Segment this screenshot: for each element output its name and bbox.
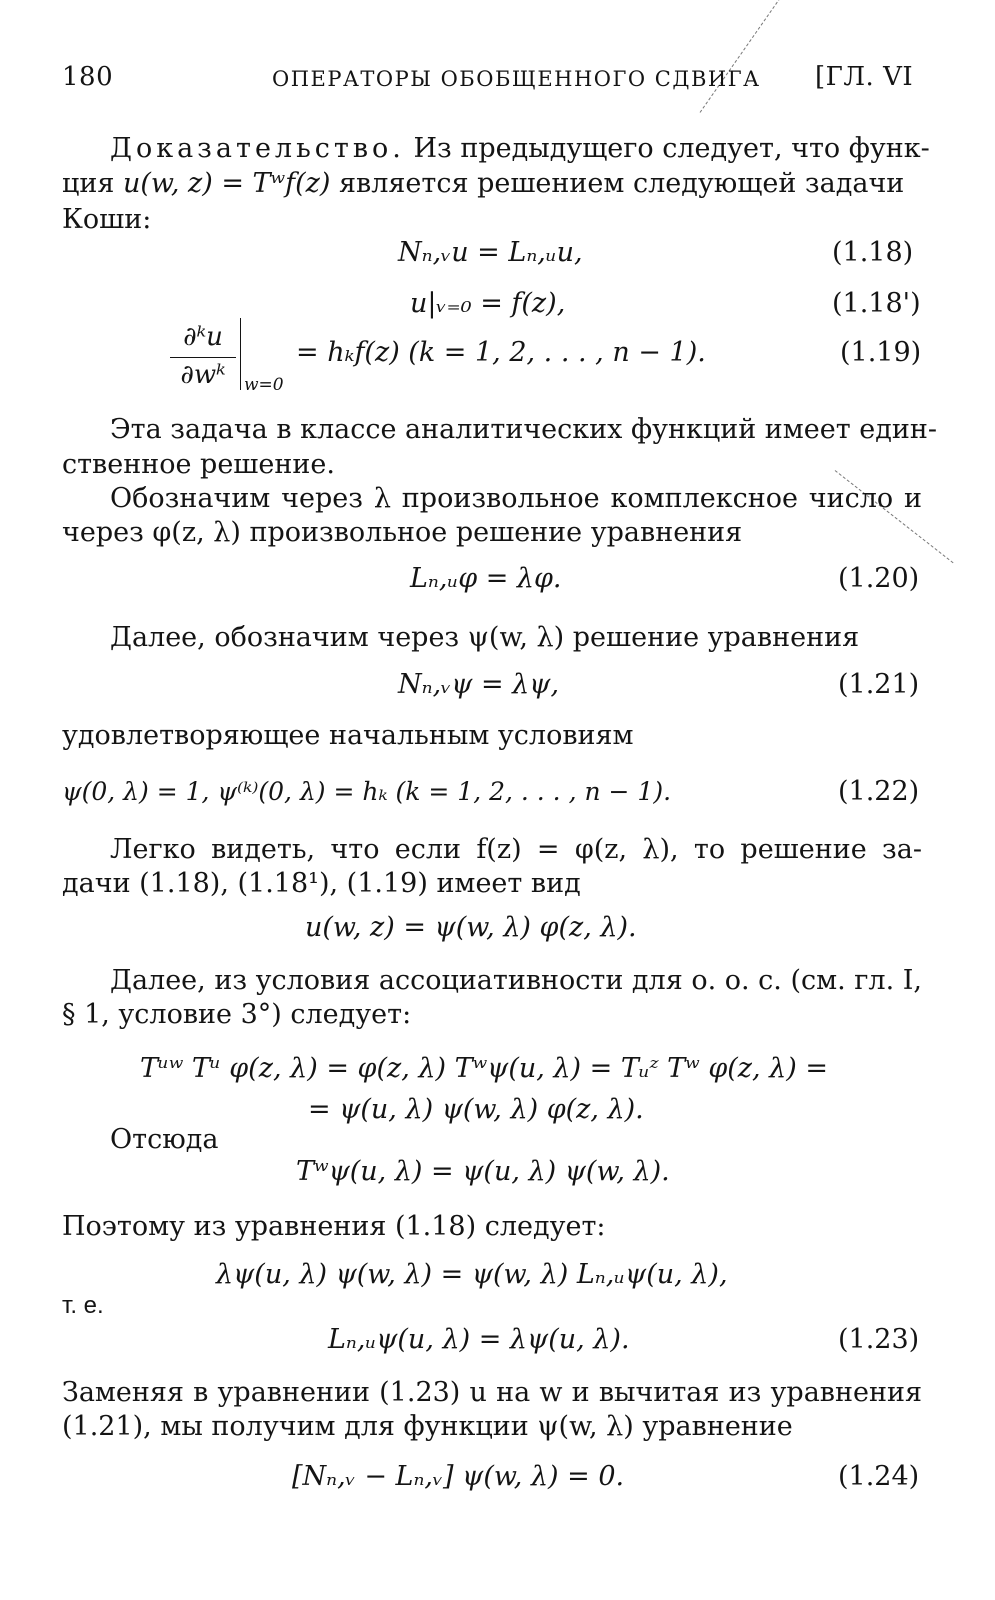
equation-number: (1.24) xyxy=(838,1461,920,1492)
evaluation-bar xyxy=(240,318,241,390)
paragraph-line: Заменяя в уравнении (1.23) u на w и вычитая из уравнения xyxy=(62,1377,922,1408)
inline-formula: u(w, z) = Tʷf(z) xyxy=(123,168,331,199)
equation-1-20: Lₙ,ᵤφ = λφ. xyxy=(410,563,562,594)
equation-1-19-rhs: = hₖf(z) (k = 1, 2, . . . , n − 1). xyxy=(296,337,706,368)
equation-1-21: Nₙ,ᵥψ = λψ, xyxy=(398,669,560,700)
equation-1-18: Nₙ,ᵥu = Lₙ,ᵤu, xyxy=(398,237,583,268)
paragraph-line: дачи (1.18), (1.18¹), (1.19) имеет вид xyxy=(62,868,581,899)
page-number: 180 xyxy=(62,62,114,92)
paragraph-line: удовлетворяющее начальным условиям xyxy=(62,720,634,751)
proof-label: Доказательство. xyxy=(110,133,405,164)
paragraph-line: Эта задача в классе аналитических функций имеет един- xyxy=(110,414,937,445)
fraction-bar xyxy=(170,357,236,358)
paragraph-line: Далее, из условия ассоциативности для о. о. с. (см. гл. I, xyxy=(110,965,922,996)
proof-line-1 xyxy=(110,132,930,166)
equation-number: (1.22) xyxy=(838,776,920,807)
chapter-label: [ГЛ. VI xyxy=(815,62,914,92)
equation-1-23: Lₙ,ᵤψ(u, λ) = λψ(u, λ). xyxy=(328,1324,630,1355)
paragraph-line: (1.21), мы получим для функции ψ(w, λ) уравнение xyxy=(62,1411,793,1442)
paragraph-line: Легко видеть, что если f(z) = φ(z, λ), то решение за- xyxy=(110,834,922,865)
equation-shift: Tʷψ(u, λ) = ψ(u, λ) ψ(w, λ). xyxy=(296,1156,670,1187)
equation-number: (1.19) xyxy=(840,337,922,368)
equation-1-22: ψ(0, λ) = 1, ψ⁽ᵏ⁾(0, λ) = hₖ (k = 1, 2, . . . , n − 1). xyxy=(62,777,672,806)
paragraph-line: ственное решение. xyxy=(62,449,335,480)
paragraph-line: Поэтому из уравнения (1.18) следует: xyxy=(62,1211,606,1242)
equation-associativity-2: = ψ(u, λ) ψ(w, λ) φ(z, λ). xyxy=(308,1094,644,1125)
equation-number: (1.21) xyxy=(838,669,920,700)
proof-line-2-end: является решением следующей задачи xyxy=(339,168,905,199)
paragraph-line: Далее, обозначим через ψ(w, λ) решение уравнения xyxy=(110,622,860,653)
evaluation-point: w=0 xyxy=(244,375,284,395)
equation-number: (1.23) xyxy=(838,1324,920,1355)
equation-associativity-1: Tᵘʷ Tᵘ φ(z, λ) = φ(z, λ) Tʷψ(u, λ) = Tᵤᶻ Tʷ φ(z, λ) = xyxy=(140,1053,828,1084)
paragraph-line: Обозначим через λ произвольное комплексное число и xyxy=(110,483,922,514)
paragraph-line: т. е. xyxy=(62,1292,104,1319)
equation-lambda: λψ(u, λ) ψ(w, λ) = ψ(w, λ) Lₙ,ᵤψ(u, λ), xyxy=(216,1259,728,1290)
fraction-numerator: ∂ᵏu xyxy=(183,322,223,352)
equation-1-18-prime: u|ᵥ₌₀ = f(z), xyxy=(410,288,566,319)
equation-number: (1.20) xyxy=(838,563,920,594)
fraction-denominator: ∂wᵏ xyxy=(180,360,226,390)
equation-1-24: [Nₙ,ᵥ − Lₙ,ᵥ] ψ(w, λ) = 0. xyxy=(292,1461,625,1492)
equation-number: (1.18') xyxy=(832,288,921,319)
proof-line-1-text: Из предыдущего следует, что функ- xyxy=(413,133,930,164)
equation-number: (1.18) xyxy=(832,237,914,268)
proof-line-2-start: ция xyxy=(62,168,115,199)
proof-line-3: Коши: xyxy=(62,204,152,235)
paragraph-line: § 1, условие 3°) следует: xyxy=(62,999,412,1030)
paragraph-line: Отсюда xyxy=(110,1124,219,1155)
equation-solution: u(w, z) = ψ(w, λ) φ(z, λ). xyxy=(305,912,637,943)
running-title: ОПЕРАТОРЫ ОБОБЩЕННОГО СДВИГА xyxy=(272,67,761,91)
paragraph-line: через φ(z, λ) произвольное решение уравнения xyxy=(62,517,743,548)
proof-line-2 xyxy=(62,167,922,201)
